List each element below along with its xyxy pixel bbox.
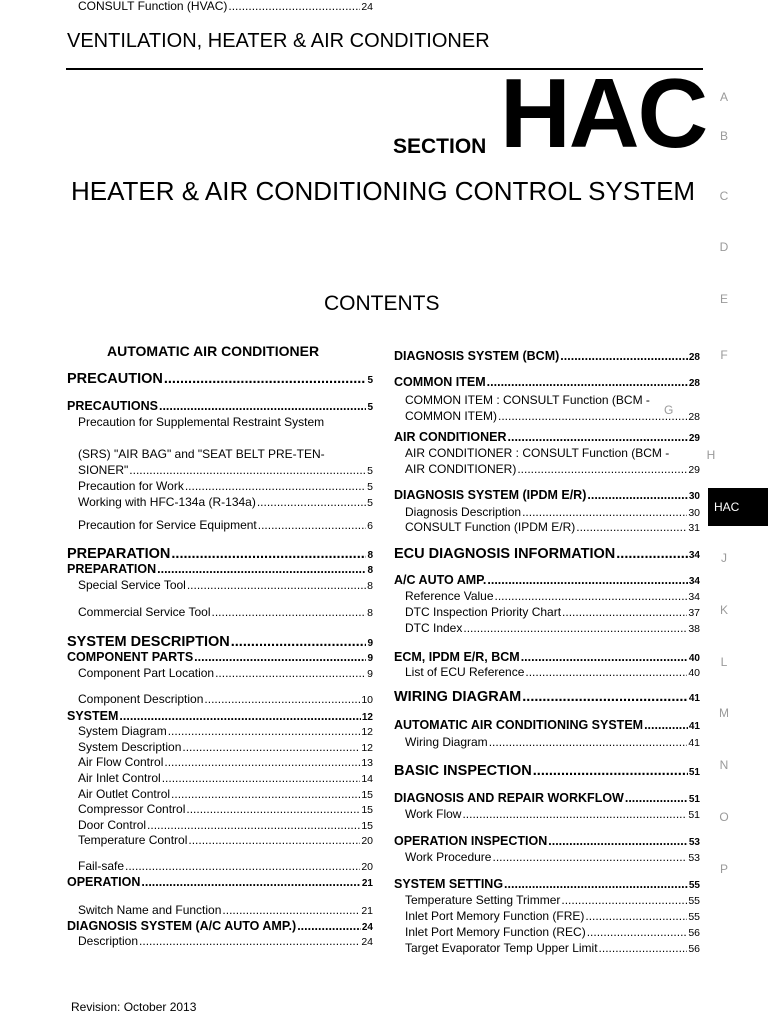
toc-page-number: 12 (361, 742, 373, 754)
toc-entry-title: Component Description (78, 692, 204, 706)
toc-leader-dots (215, 667, 366, 680)
left_column-toc-entry[interactable] (78, 741, 373, 755)
toc-page-number: 14 (361, 773, 373, 785)
right_column-toc-entry[interactable] (405, 894, 700, 908)
toc-page-number: 41 (688, 693, 700, 704)
right_column-toc-entry[interactable] (405, 926, 700, 940)
toc-entry-title: CONSULT Function (IPDM E/R) (405, 520, 576, 534)
right_column-toc-entry[interactable] (405, 606, 700, 620)
left_column-toc-entry[interactable] (78, 464, 373, 478)
toc-entry-title: AUTOMATIC AIR CONDITIONING SYSTEM (394, 718, 644, 732)
toc-entry-title: DIAGNOSIS SYSTEM (BCM) (394, 349, 560, 363)
toc-entry-title: DTC Index (405, 621, 463, 635)
toc-entry-title: DTC Inspection Priority Chart (405, 605, 562, 619)
right_column-toc-entry[interactable] (394, 350, 700, 364)
toc-entry-title: Target Evaporator Temp Upper Limit (405, 941, 598, 955)
toc-page-number: 31 (688, 522, 700, 534)
right_column-toc-entry[interactable] (405, 590, 700, 604)
toc-page-number: 51 (688, 809, 700, 821)
toc-leader-dots (182, 741, 360, 754)
toc-entry-title: CONSULT Function (HVAC) (78, 0, 228, 13)
toc-entry-title: Temperature Setting Trimmer (405, 893, 561, 907)
toc-leader-dots (525, 666, 687, 679)
right_column-toc-entry[interactable] (394, 792, 700, 806)
toc-leader-dots (616, 547, 688, 563)
toc-leader-dots (257, 496, 366, 509)
toc-page-number: 8 (367, 565, 373, 576)
right_column-toc-entry[interactable] (394, 376, 700, 390)
toc-leader-dots (297, 920, 361, 934)
side-index-letter-l[interactable]: L (720, 655, 728, 669)
toc-page-number: 51 (688, 767, 700, 778)
toc-page-number: 15 (361, 804, 373, 816)
toc-leader-dots (522, 690, 688, 706)
toc-page-number: 40 (688, 667, 700, 679)
toc-entry-title: Compressor Control (78, 802, 186, 816)
toc-page-number: 15 (361, 820, 373, 832)
toc-page-number: 40 (688, 653, 700, 664)
toc-page-number: 9 (367, 668, 373, 680)
right_column-toc-entry[interactable] (405, 736, 700, 750)
toc-entry-title: Diagnosis Description (405, 505, 522, 519)
toc-page-number: 13 (361, 757, 373, 769)
toc-leader-dots (508, 431, 688, 445)
toc-leader-dots (228, 0, 360, 13)
toc-entry-title: COMMON ITEM) (405, 409, 497, 423)
toc-leader-dots (139, 935, 360, 948)
toc-leader-dots (141, 876, 360, 890)
right_column-toc-entry[interactable] (394, 719, 700, 733)
section-code: HAC (500, 58, 707, 168)
toc-leader-dots (560, 350, 688, 364)
toc-leader-dots (204, 693, 360, 706)
toc-page-number: 9 (367, 653, 373, 664)
toc-page-number: 8 (367, 607, 373, 619)
toc-leader-dots (222, 904, 360, 917)
section-label: SECTION (393, 135, 487, 158)
left_column-toc-entry[interactable] (78, 0, 373, 14)
toc-leader-dots (188, 834, 360, 847)
toc-leader-dots (587, 926, 688, 939)
toc-leader-dots (644, 719, 688, 733)
toc-leader-dots (194, 651, 366, 665)
right_column-toc-entry[interactable] (394, 690, 700, 706)
right_column-toc-entry[interactable] (405, 622, 700, 636)
left_column-toc-entry[interactable] (67, 547, 373, 563)
toc-page-number: 12 (361, 726, 373, 738)
left_column-toc-entry[interactable] (78, 756, 373, 770)
right_column-toc-entry[interactable] (405, 910, 700, 924)
left_column-toc-entry[interactable] (67, 563, 373, 577)
toc-page-number: 20 (361, 835, 373, 847)
toc-entry-title: OPERATION INSPECTION (394, 834, 548, 848)
toc-page-number: 38 (688, 623, 700, 635)
toc-entry-title: A/C AUTO AMP. (394, 573, 487, 587)
toc-leader-dots (504, 878, 688, 892)
right_column-toc-entry[interactable] (394, 574, 700, 588)
toc-page-number: 55 (688, 911, 700, 923)
toc-entry-title: Air Flow Control (78, 755, 164, 769)
toc-page-number: 20 (361, 861, 373, 873)
toc-leader-dots (147, 819, 360, 832)
left_column-toc-entry[interactable] (78, 834, 373, 848)
right_column-toc-entry[interactable] (394, 651, 700, 665)
side-index-letter-c[interactable]: C (719, 189, 729, 203)
right_column-toc-entry[interactable] (394, 878, 700, 892)
toc-page-number: 34 (688, 576, 700, 587)
toc-entry-title: Door Control (78, 818, 147, 832)
contents-heading: CONTENTS (324, 292, 440, 315)
toc-page-number: 15 (361, 789, 373, 801)
toc-page-number: 24 (361, 922, 373, 933)
toc-entry-title: Fail-safe (78, 859, 125, 873)
side-index-active-tab[interactable]: HAC (708, 488, 768, 526)
toc-entry-title: PREPARATION (67, 546, 171, 562)
toc-entry-title: Wiring Diagram (405, 735, 488, 749)
toc-entry-title: Air Outlet Control (78, 787, 171, 801)
toc-leader-dots (562, 606, 687, 619)
toc-leader-dots (463, 622, 687, 635)
toc-entry-title: System Description (78, 740, 182, 754)
toc-entry-title: PREPARATION (67, 562, 157, 576)
right_column-toc-entry[interactable] (405, 666, 700, 680)
toc-leader-dots (162, 772, 361, 785)
left_column-toc-entry[interactable] (67, 876, 373, 890)
toc-entry-title: WIRING DIAGRAM (394, 689, 522, 705)
left_column-toc-entry[interactable] (78, 772, 373, 786)
toc-leader-dots (258, 519, 366, 532)
toc-leader-dots (187, 579, 366, 592)
toc-leader-dots (164, 372, 367, 388)
toc-leader-dots (164, 756, 360, 769)
toc-entry-title: SIONER" (78, 463, 129, 477)
side-index-letter-o[interactable]: O (719, 810, 729, 824)
toc-page-number: 53 (688, 852, 700, 864)
toc-page-number: 24 (361, 1, 373, 13)
side-index-letter-j[interactable]: J (721, 551, 727, 565)
toc-leader-dots (171, 547, 366, 563)
toc-page-number: 55 (688, 880, 700, 891)
toc-leader-dots (487, 376, 688, 390)
toc-leader-dots (487, 574, 688, 588)
toc-leader-dots (533, 764, 688, 780)
side-index-letter-b[interactable]: B (719, 129, 728, 143)
right_column-toc-entry[interactable] (405, 521, 700, 535)
toc-leader-dots (186, 803, 360, 816)
toc-page-number: 29 (688, 433, 700, 444)
toc-leader-dots (125, 860, 360, 873)
toc-entry-title: DIAGNOSIS AND REPAIR WORKFLOW (394, 791, 624, 805)
toc-leader-dots (159, 400, 366, 414)
toc-entry-title: Reference Value (405, 589, 494, 603)
toc-page-number: 29 (688, 464, 700, 476)
toc-page-number: 28 (688, 378, 700, 389)
toc-leader-dots (462, 808, 687, 821)
toc-page-number: 56 (688, 927, 700, 939)
left_column-toc-entry[interactable] (78, 606, 373, 620)
side-index-letter-a[interactable]: A (719, 90, 728, 104)
toc-leader-dots (521, 651, 688, 665)
toc-entry-title: DIAGNOSIS SYSTEM (A/C AUTO AMP.) (67, 919, 297, 933)
toc-page-number: 12 (361, 712, 373, 723)
toc-page-number: 8 (367, 580, 373, 592)
toc-page-number: 28 (688, 352, 700, 363)
toc-leader-dots (495, 590, 688, 603)
toc-entry-title: SYSTEM (67, 709, 119, 723)
side-index-letter-p[interactable]: P (719, 862, 728, 876)
toc-entry-title: Description (78, 934, 139, 948)
toc-page-number: 5 (367, 402, 373, 413)
toc-page-number: 24 (361, 936, 373, 948)
toc-entry-title: Air Inlet Control (78, 771, 161, 785)
left_column-toc-entry[interactable] (67, 400, 373, 414)
toc-leader-dots (231, 635, 367, 651)
toc-entry-title: Inlet Port Memory Function (REC) (405, 925, 586, 939)
toc-page-number: 34 (688, 550, 700, 561)
toc-page-number: 30 (688, 507, 700, 519)
side-index-letter-g[interactable]: G (664, 403, 674, 417)
right_column-toc-entry[interactable] (405, 808, 700, 822)
toc-page-number: 9 (367, 638, 373, 649)
toc-page-number: 55 (688, 895, 700, 907)
right_column-toc-entry[interactable] (405, 851, 700, 865)
toc-entry-title: AIR CONDITIONER) (405, 462, 517, 476)
right_column-toc-entry[interactable] (394, 835, 700, 849)
toc-leader-dots (585, 910, 687, 923)
toc-entry-title: Working with HFC-134a (R-134a) (78, 495, 256, 509)
toc-entry-title: COMPONENT PARTS (67, 650, 194, 664)
toc-leader-dots (185, 480, 366, 493)
toc-page-number: 41 (688, 721, 700, 732)
left-column-heading: AUTOMATIC AIR CONDITIONER (107, 343, 320, 359)
toc-leader-dots (517, 463, 687, 476)
toc-entry-title: PRECAUTION (67, 371, 163, 387)
toc-entry-title: Temperature Control (78, 833, 188, 847)
toc-leader-dots (171, 788, 360, 801)
revision-footer: Revision: October 2013 (71, 1000, 197, 1014)
toc-page-number: 5 (367, 375, 373, 386)
toc-page-number: 21 (361, 878, 373, 889)
left_column-toc-entry[interactable] (78, 725, 373, 739)
toc-entry-title: Work Flow (405, 807, 462, 821)
side-index-letter-k[interactable]: K (719, 603, 728, 617)
toc-page-number: 30 (688, 491, 700, 502)
side-index-letter-f[interactable]: F (720, 348, 728, 362)
toc-leader-dots (498, 410, 687, 423)
toc-page-number: 37 (688, 607, 700, 619)
toc-entry-title: ECM, IPDM E/R, BCM (394, 650, 520, 664)
right_column-entry-wrapped-line: COMMON ITEM : CONSULT Function (BCM - (405, 393, 650, 407)
toc-page-number: 10 (361, 694, 373, 706)
toc-page-number: 41 (688, 737, 700, 749)
left_column-toc-entry[interactable] (78, 803, 373, 817)
left_column-toc-entry[interactable] (78, 819, 373, 833)
side-index-letter-d[interactable]: D (719, 240, 729, 254)
left_column-toc-entry[interactable] (78, 693, 373, 707)
left_column-toc-entry[interactable] (78, 788, 373, 802)
toc-entry-title: SYSTEM DESCRIPTION (67, 634, 230, 650)
toc-entry-title: Work Procedure (405, 850, 492, 864)
toc-leader-dots (119, 710, 360, 724)
side-index-letter-m[interactable]: M (719, 706, 729, 720)
left_column-entry-wrapped-line: Precaution for Supplemental Restraint System (78, 415, 325, 429)
toc-entry-title: Special Service Tool (78, 578, 186, 592)
left_column-toc-entry[interactable] (67, 372, 373, 388)
toc-leader-dots (587, 489, 687, 503)
toc-page-number: 6 (367, 520, 373, 532)
toc-entry-title: Component Part Location (78, 666, 215, 680)
toc-entry-title: Commercial Service Tool (78, 605, 211, 619)
right_column-toc-entry[interactable] (394, 431, 700, 445)
toc-entry-title: Precaution for Service Equipment (78, 518, 257, 532)
toc-entry-title: OPERATION (67, 875, 141, 889)
left_column-toc-entry[interactable] (78, 480, 373, 494)
toc-entry-title: SYSTEM SETTING (394, 877, 504, 891)
toc-entry-title: PRECAUTIONS (67, 399, 158, 413)
toc-page-number: 56 (688, 943, 700, 955)
right_column-toc-entry[interactable] (394, 764, 700, 780)
toc-page-number: 5 (367, 497, 373, 509)
system-title: HEATER & AIR CONDITIONING CONTROL SYSTEM (71, 176, 696, 206)
toc-leader-dots (492, 851, 687, 864)
toc-leader-dots (212, 606, 367, 619)
left_column-toc-entry[interactable] (78, 860, 373, 874)
left_column-toc-entry[interactable] (67, 710, 373, 724)
toc-leader-dots (522, 506, 687, 519)
toc-entry-title: BASIC INSPECTION (394, 763, 532, 779)
toc-page-number: 51 (688, 794, 700, 805)
right_column-toc-entry[interactable] (405, 506, 700, 520)
right_column-toc-entry[interactable] (405, 410, 700, 424)
left_column-toc-entry[interactable] (78, 667, 373, 681)
right_column-toc-entry[interactable] (394, 489, 700, 503)
toc-entry-title: System Diagram (78, 724, 167, 738)
left_column-toc-entry[interactable] (78, 496, 373, 510)
toc-leader-dots (129, 464, 366, 477)
toc-leader-dots (489, 736, 688, 749)
right_column-entry-wrapped-line: AIR CONDITIONER : CONSULT Function (BCM - (405, 446, 670, 460)
toc-entry-title: DIAGNOSIS SYSTEM (IPDM E/R) (394, 488, 587, 502)
toc-page-number: 5 (367, 465, 373, 477)
toc-leader-dots (168, 725, 361, 738)
toc-entry-title: AIR CONDITIONER (394, 430, 507, 444)
toc-entry-title: Inlet Port Memory Function (FRE) (405, 909, 585, 923)
left_column-toc-entry[interactable] (67, 920, 373, 934)
left_column-toc-entry[interactable] (67, 651, 373, 665)
side-index-letter-e[interactable]: E (719, 292, 728, 306)
toc-page-number: 53 (688, 837, 700, 848)
left_column-toc-entry[interactable] (78, 519, 373, 533)
left_column-toc-entry[interactable] (78, 904, 373, 918)
toc-leader-dots (625, 792, 688, 806)
right_column-toc-entry[interactable] (405, 463, 700, 477)
toc-leader-dots (561, 894, 687, 907)
toc-entry-title: Switch Name and Function (78, 903, 222, 917)
toc-entry-title: COMMON ITEM (394, 375, 486, 389)
right_column-toc-entry[interactable] (405, 942, 700, 956)
toc-entry-title: ECU DIAGNOSIS INFORMATION (394, 546, 616, 562)
right_column-toc-entry[interactable] (394, 547, 700, 563)
toc-leader-dots (548, 835, 688, 849)
toc-page-number: 34 (688, 591, 700, 603)
left_column-toc-entry[interactable] (78, 579, 373, 593)
side-index-letter-h[interactable]: H (706, 448, 716, 462)
toc-entry-title: List of ECU Reference (405, 665, 525, 679)
toc-page-number: 5 (367, 481, 373, 493)
toc-leader-dots (157, 563, 366, 577)
toc-leader-dots (599, 942, 688, 955)
toc-page-number: 28 (688, 411, 700, 423)
toc-leader-dots (576, 521, 687, 534)
left_column-toc-entry[interactable] (67, 635, 373, 651)
toc-page-number: 21 (361, 905, 373, 917)
toc-entry-title: Precaution for Work (78, 479, 184, 493)
toc-page-number: 8 (367, 550, 373, 561)
side-index-letter-n[interactable]: N (719, 758, 729, 772)
manual-title: VENTILATION, HEATER & AIR CONDITIONER (67, 30, 490, 52)
left_column-entry-wrapped-line: (SRS) "AIR BAG" and "SEAT BELT PRE-TEN- (78, 447, 325, 461)
left_column-toc-entry[interactable] (78, 935, 373, 949)
